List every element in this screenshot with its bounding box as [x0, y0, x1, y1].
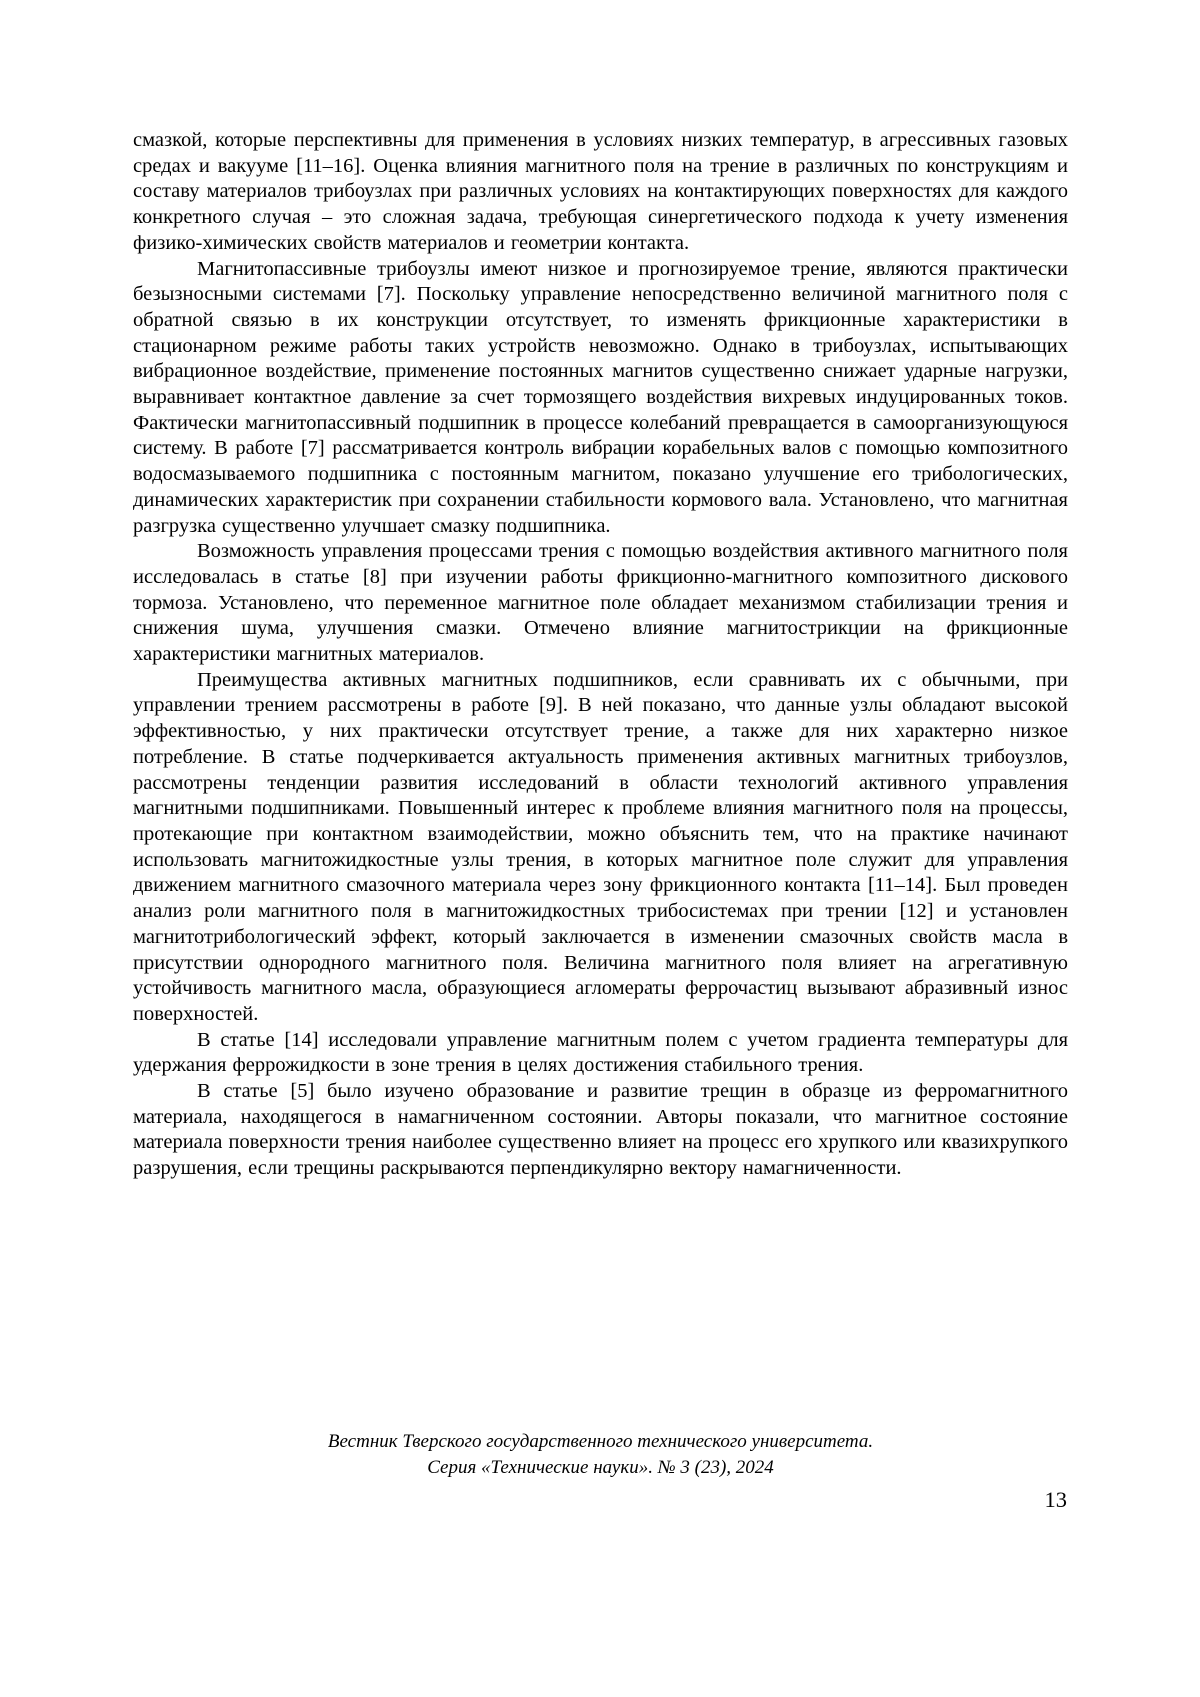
- article-body: [133, 128, 1068, 1182]
- paragraph-active-field-brake: Возможность управления процессами трения с помощью воздействия активного магнитного поля исследовалась в статье [8] при изучении работы фрикционно-магнитного композитного дискового тормоза. Установлено, что переменное магнитное поле обладает механизмом стабилизации трения и снижения шума, улучшения смазки. Отмечено влияние магнитострикции на фрикционные характеристики магнитных материалов.: [133, 540, 1068, 666]
- journal-footer-title: Вестник Тверского государственного технического университета.: [327, 1431, 874, 1452]
- paragraph-magnetopassive-units: Магнитопассивные трибоузлы имеют низкое и прогнозируемое трение, являются практически безызносными системами [7]. Поскольку управление непосредственно величиной магнитного поля с обратной связью в их конструкции отсутствует, то изменять фрикционные характеристики в стационарном режиме работы таких устройств невозможно. Однако в трибоузлах, испытывающих вибрационное воздействие, применение постоянных магнитов существенно снижает ударные нагрузки, выравнивает контактное давление за счет тормозящего воздействия вихревых индуцированных токов. Фактически магнитопассивный подшипник в процессе колебаний превращается в самоорганизующуюся систему. В работе [7] рассматривается контроль вибрации корабельных валов с помощью композитного водосмазываемого подшипника с постоянным магнитом, показано улучшение его трибологических, динамических характеристик при сохранении стабильности кормового вала. Установлено, что магнитная разгрузка существенно улучшает смазку подшипника.: [133, 257, 1068, 537]
- page-number: 13: [1044, 1487, 1067, 1512]
- paragraph-crack-development: В статье [5] было изучено образование и развитие трещин в образце из ферромагнитного материала, находящегося в намагниченном состоянии. Авторы показали, что магнитное состояние материала поверхности трения наиболее существенно влияет на процесс его хрупкого или квазихрупкого разрушения, если трещины раскрываются перпендикулярно вектору намагниченности.: [133, 1080, 1068, 1180]
- paragraph-temperature-gradient: В статье [14] исследовали управление магнитным полем с учетом градиента температуры для удержания феррожидкости в зоне трения в целях достижения стабильного трения.: [133, 1028, 1068, 1077]
- journal-footer-series: Серия «Технические науки». № 3 (23), 2024: [427, 1457, 774, 1478]
- paragraph-continuation: смазкой, которые перспективны для применения в условиях низких температур, в агрессивных газовых средах и вакууме [11–16]. Оценка влияния магнитного поля на трение в различных по конструкциям и составу материалов трибоузлах при различных условиях на контактирующих поверхностях для каждого конкретного случая – это сложная задача, требующая синергетического подхода к учету изменения физико-химических свойств материалов и геометрии контакта.: [133, 129, 1068, 254]
- journal-footer: [133, 1429, 1068, 1481]
- paragraph-active-magnetic-bearings: Преимущества активных магнитных подшипников, если сравнивать их с обычными, при управлении трением рассмотрены в работе [9]. В ней показано, что данные узлы обладают высокой эффективностью, у них практически отсутствует трение, а также для них характерно низкое потребление. В статье подчеркивается актуальность применения активных магнитных трибоузлов, рассмотрены тенденции развития исследований в области технологий активного управления магнитными подшипниками. Повышенный интерес к проблеме влияния магнитного поля на процессы, протекающие при контактном взаимодействии, можно объяснить тем, что на практике начинают использовать магнитожидкостные узлы трения, в которых магнитное поле служит для управления движением магнитного смазочного материала через зону фрикционного контакта [11–14]. Был проведен анализ роли магнитного поля в магнитожидкостных трибосистемах при трении [12] и установлен магнитотрибологический эффект, который заключается в изменении смазочных свойств масла в присутствии однородного магнитного поля. Величина магнитного поля влияет на агрегативную устойчивость магнитного масла, образующиеся агломераты феррочастиц вызывают абразивный износ поверхностей.: [133, 668, 1068, 1025]
